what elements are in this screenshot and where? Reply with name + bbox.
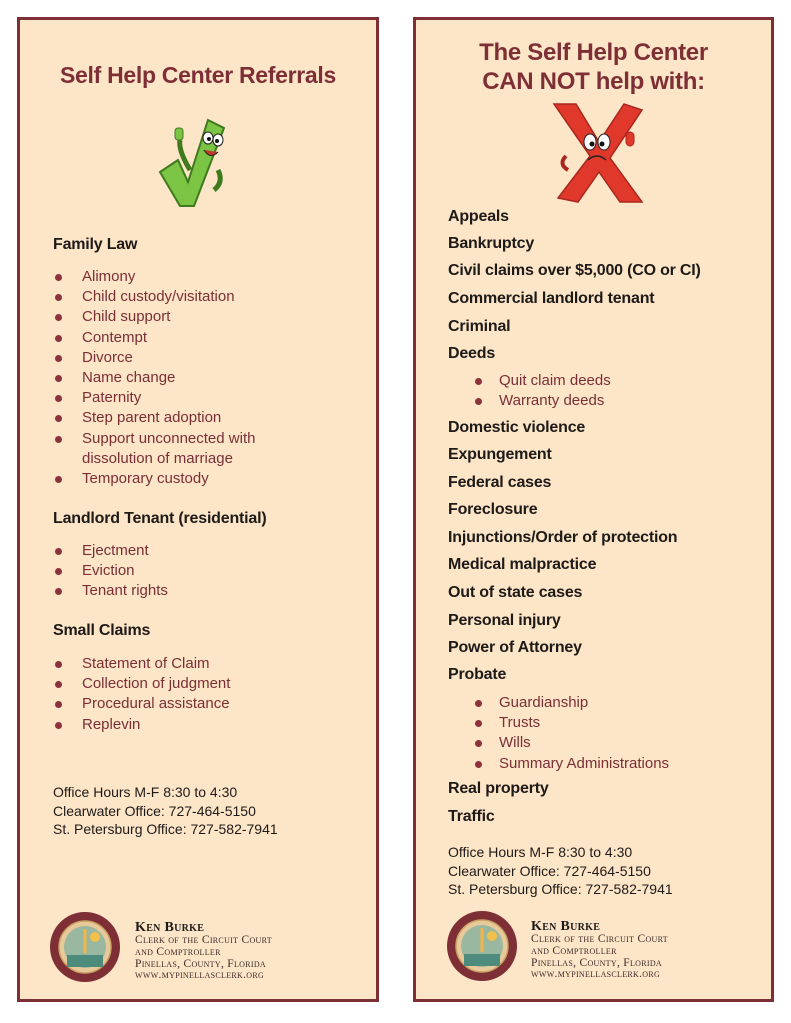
section-heading-landlord-tenant: Landlord Tenant (residential) [53, 510, 267, 527]
st-petersburg-phone: St. Petersburg Office: 727-582-7941 [53, 821, 278, 837]
office-hours: Office Hours M-F 8:30 to 4:30 [448, 844, 633, 860]
clerk-website[interactable]: www.mypinellasclerk.org [135, 969, 265, 982]
office-hours: Office Hours M-F 8:30 to 4:30 [53, 784, 238, 800]
office-contact [53, 783, 278, 839]
office-contact [448, 843, 673, 899]
small-claims-list [35, 654, 230, 735]
title-line-2: CAN NOT help with: [482, 68, 705, 95]
clerk-name: Ken Burke [135, 920, 205, 935]
item-personal-injury: Personal injury [448, 612, 561, 629]
list-item: Collection of judgment [35, 674, 230, 694]
item-bankruptcy: Bankruptcy [448, 235, 535, 252]
family-law-list [35, 267, 272, 489]
list-item: Procedural assistance [35, 694, 230, 714]
landlord-tenant-list [35, 541, 168, 602]
probate-list [448, 693, 669, 774]
clerk-info [135, 921, 272, 982]
clearwater-phone: Clearwater Office: 727-464-5150 [448, 862, 651, 879]
referrals-title: Self Help Center Referrals [60, 62, 336, 88]
list-item: Trusts [448, 713, 669, 733]
item-injunctions: Injunctions/Order of protection [448, 529, 678, 546]
list-item: Tenant rights [35, 581, 168, 601]
item-probate: Probate [448, 666, 507, 683]
list-item: Guardianship [448, 693, 669, 713]
list-item: Alimony [35, 267, 272, 287]
clerk-county: Pinellas, County, Florida [135, 957, 267, 970]
list-item: Replevin [35, 715, 230, 735]
clerk-title: Clerk of the Circuit Court [531, 933, 668, 945]
item-deeds: Deeds [448, 345, 496, 362]
cannot-help-title [416, 38, 771, 96]
county-seal-icon [446, 910, 518, 982]
clerk-name: Ken Burke [531, 919, 601, 934]
list-item: Eviction [35, 561, 168, 581]
clerk-info [531, 920, 668, 981]
st-petersburg-phone: St. Petersburg Office: 727-582-7941 [448, 881, 673, 897]
clerk-county: Pinellas, County, Florida [531, 956, 663, 969]
list-item: Name change [35, 368, 272, 388]
clearwater-phone: Clearwater Office: 727-464-5150 [53, 802, 256, 819]
clerk-title: Clerk of the Circuit Court [135, 934, 272, 946]
list-item: Paternity [35, 388, 272, 408]
item-expungement: Expungement [448, 446, 552, 463]
clerk-title-2: and Comptroller [531, 944, 617, 957]
item-foreclosure: Foreclosure [448, 501, 538, 518]
list-item: Support unconnected with dissolution of marriage [35, 429, 272, 469]
list-item: Statement of Claim [35, 654, 230, 674]
list-item: Child support [35, 307, 272, 327]
item-federal-cases: Federal cases [448, 474, 552, 491]
list-item: Contempt [35, 328, 272, 348]
list-item: Warranty deeds [448, 391, 611, 411]
section-heading-family-law: Family Law [53, 236, 138, 253]
list-item: Temporary custody [35, 469, 272, 489]
section-heading-small-claims: Small Claims [53, 622, 151, 639]
item-power-of-attorney: Power of Attorney [448, 639, 582, 656]
clerk-website[interactable]: www.mypinellasclerk.org [531, 968, 661, 981]
list-item: Step parent adoption [35, 408, 272, 428]
list-item: Quit claim deeds [448, 371, 611, 391]
item-real-property: Real property [448, 780, 549, 797]
list-item: Divorce [35, 348, 272, 368]
item-medical-malpractice: Medical malpractice [448, 556, 597, 573]
list-item: Ejectment [35, 541, 168, 561]
item-domestic-violence: Domestic violence [448, 419, 586, 436]
x-mark-mascot-icon [544, 102, 654, 204]
item-traffic: Traffic [448, 808, 495, 825]
item-appeals: Appeals [448, 208, 509, 225]
title-line-1: The Self Help Center [479, 39, 708, 66]
list-item: Wills [448, 733, 669, 753]
item-out-of-state: Out of state cases [448, 584, 583, 601]
county-seal-icon [49, 911, 121, 983]
item-commercial-landlord: Commercial landlord tenant [448, 290, 655, 307]
item-criminal: Criminal [448, 318, 511, 335]
list-item: Summary Administrations [448, 754, 669, 774]
deeds-list [448, 371, 611, 411]
cannot-help-panel [413, 17, 774, 1002]
clerk-title-2: and Comptroller [135, 945, 221, 958]
referrals-panel [17, 17, 379, 1002]
check-mark-mascot-icon [150, 110, 230, 210]
list-item: Child custody/visitation [35, 287, 272, 307]
item-civil-claims: Civil claims over $5,000 (CO or CI) [448, 262, 701, 279]
